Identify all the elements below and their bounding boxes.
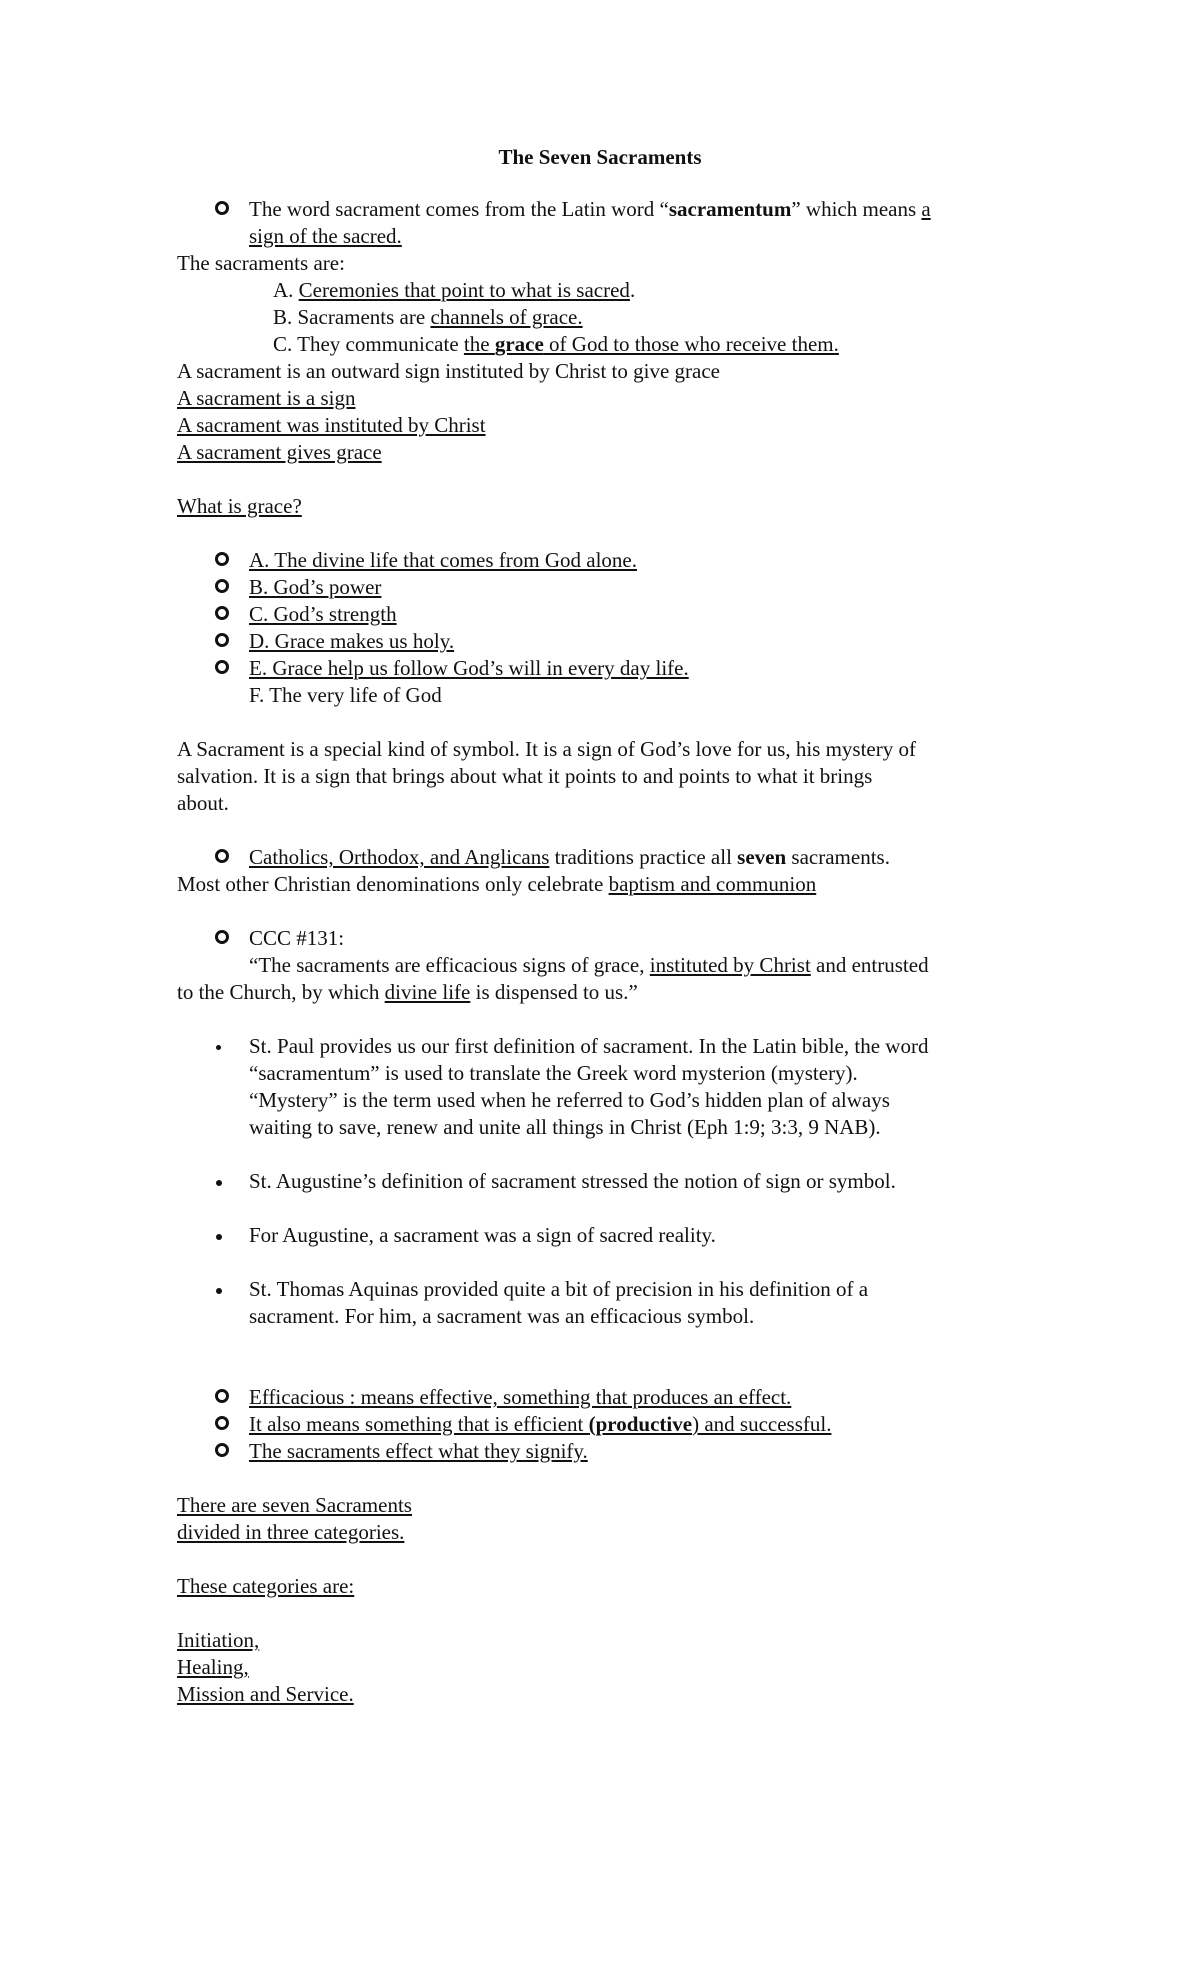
bullet-dot-icon [216,1288,222,1294]
symbol-line-1: A Sacrament is a special kind of symbol. It is a sign of God’s love for us, his mystery of [177,737,916,761]
categories-line-1: There are seven Sacraments [177,1493,412,1517]
paul-line-1: St. Paul provides us our first definition of sacrament. In the Latin bible, the word [249,1034,929,1058]
categories-line-2: divided in three categories. [177,1520,405,1544]
circle-bullet-icon [215,633,229,647]
bullet-dot-icon [216,1045,221,1050]
aquinas-line-1: St. Thomas Aquinas provided quite a bit of precision in his definition of a [249,1277,869,1301]
category-item: Mission and Service. [177,1682,354,1706]
categories-heading: These categories are: [177,1574,355,1598]
circle-bullet-icon [215,849,229,863]
traditions-line-1: Catholics, Orthodox, and Anglicans traditions practice all seven sacraments. [249,845,890,869]
grace-item-f: F. The very life of God [249,683,442,707]
circle-bullet-icon [215,201,229,215]
grace-item: A. The divine life that comes from God alone. [249,548,638,572]
grace-item: C. God’s strength [249,602,397,626]
grace-item: B. God’s power [249,575,382,599]
augustine-line-2: For Augustine, a sacrament was a sign of sacred reality. [249,1223,716,1247]
aquinas-line-2: sacrament. For him, a sacrament was an efficacious symbol. [249,1304,755,1328]
page-title: The Seven Sacraments [498,145,702,169]
efficacious-line-1: Efficacious : means effective, something that produces an effect. [249,1385,792,1409]
grace-question: What is grace? [177,494,302,518]
efficacious-line-2: It also means something that is efficient (productive) and successful. [249,1412,832,1436]
ccc-quote-line-1: “The sacraments are efficacious signs of grace, instituted by Christ and entrusted [249,953,929,977]
ccc-quote-line-2: to the Church, by which divine life is dispensed to us.” [177,980,638,1004]
definition-sign: A sacrament is a sign [177,386,356,410]
sacraments-item-b: B. Sacraments are channels of grace. [273,305,583,329]
grace-item: D. Grace makes us holy. [249,629,455,653]
bullet-dot-icon [216,1180,222,1186]
definition-line: A sacrament is an outward sign instituted by Christ to give grace [177,359,720,383]
category-item: Initiation, [177,1628,260,1652]
paul-line-4: waiting to save, renew and unite all things in Christ (Eph 1:9; 3:3, 9 NAB). [249,1115,881,1139]
sacraments-are-heading: The sacraments are: [177,251,345,275]
sacraments-item-c: C. They communicate the grace of God to those who receive them. [273,332,839,356]
circle-bullet-icon [215,579,229,593]
category-item: Healing, [177,1655,249,1679]
grace-item: E. Grace help us follow God’s will in every day life. [249,656,689,680]
circle-bullet-icon [215,1443,229,1457]
traditions-line-2: Most other Christian denominations only celebrate baptism and communion [177,872,817,896]
circle-bullet-icon [215,930,229,944]
ccc-label: CCC #131: [249,926,345,950]
definition-gives-grace: A sacrament gives grace [177,440,382,464]
definition-instituted: A sacrament was instituted by Christ [177,413,486,437]
circle-bullet-icon [215,1416,229,1430]
symbol-line-2: salvation. It is a sign that brings about what it points to and points to what it brings [177,764,873,788]
circle-bullet-icon [215,552,229,566]
circle-bullet-icon [215,660,229,674]
bullet-dot-icon [216,1234,222,1240]
paul-line-3: “Mystery” is the term used when he referred to God’s hidden plan of always [249,1088,890,1112]
sacraments-item-a: A. Ceremonies that point to what is sacred. [273,278,636,302]
paul-line-2: “sacramentum” is used to translate the Greek word mysterion (mystery). [249,1061,858,1085]
intro-line-2: sign of the sacred. [249,224,402,248]
circle-bullet-icon [215,606,229,620]
symbol-line-3: about. [177,791,229,815]
augustine-line-1: St. Augustine’s definition of sacrament stressed the notion of sign or symbol. [249,1169,896,1193]
efficacious-line-3: The sacraments effect what they signify. [249,1439,588,1463]
circle-bullet-icon [215,1389,229,1403]
intro-line-1: The word sacrament comes from the Latin word “sacramentum” which means a [249,197,931,221]
